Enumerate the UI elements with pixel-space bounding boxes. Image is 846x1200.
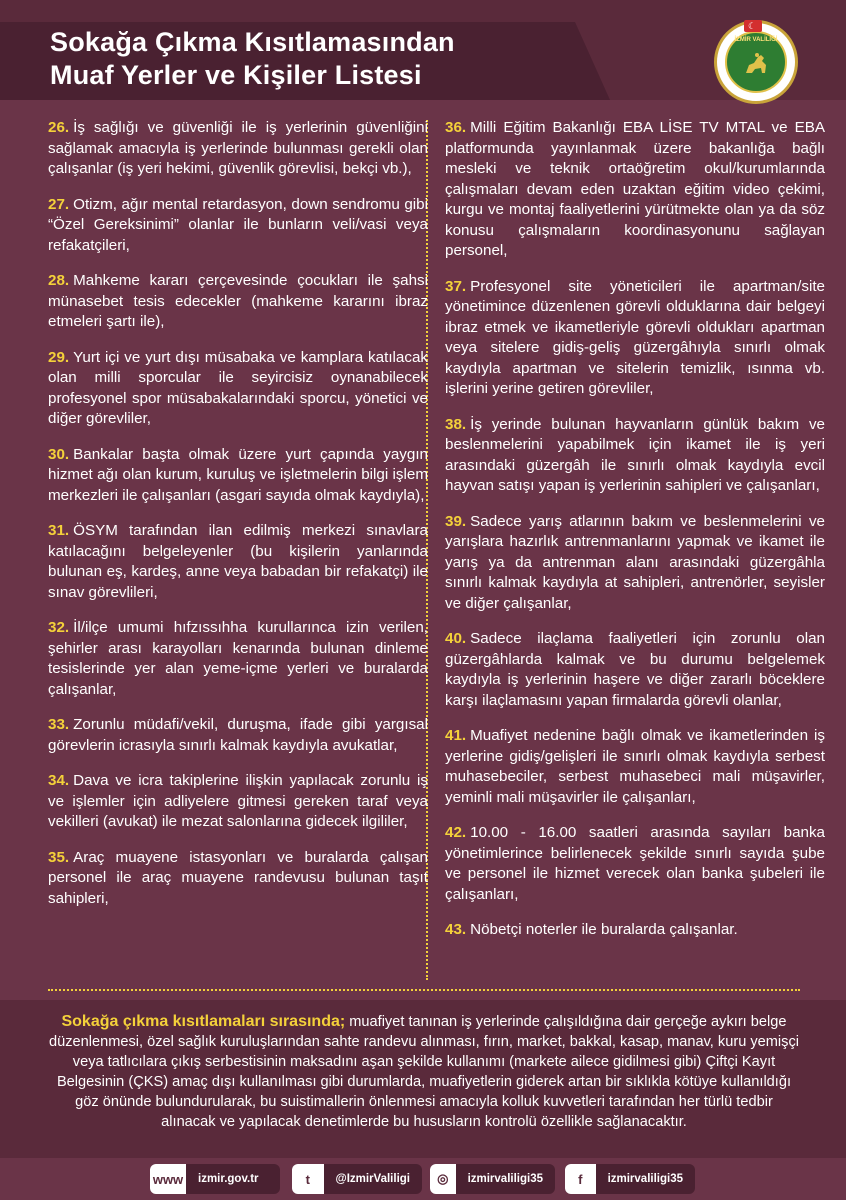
- horse-rider-icon: [740, 51, 772, 79]
- instagram-icon: ◎: [430, 1164, 456, 1194]
- list-item: 42. 10.00 - 16.00 saatleri arasında sayıları banka yönetimlerince belirlenecek şekilde sınırlı sayıda şube ve personel ile hizmet verecek olan banka şubeleri ile çalışanları,: [445, 824, 825, 903]
- list-item: 32. İl/ilçe umumi hıfzıssıhha kurullarınca izin verilen, şehirler arası karayolları kenarında bulunan dinleme tesislerinde yer alan yeme-içme yerleri ve buralarda çalışanlar,: [48, 619, 428, 698]
- list-item: 41. Muafiyet nedenine bağlı olmak ve ikametlerinden iş yerlerine gidiş/gelişleri ile sınırlı olmak kaydıyla serbest muhasebeciler, serbest muhasebeci mali müşavirler, yeminli mali müşavirler ile çalışanları,: [445, 727, 825, 806]
- list-item: 27. Otizm, ağır mental retardasyon, down sendromu gibi “Özel Gereksinimi” olanlar ile bunların veli/vasi veya refakatçileri,: [48, 195, 428, 254]
- left-column: [48, 118, 428, 924]
- footer-note: [48, 1012, 800, 1132]
- list-item: 37. Profesyonel site yöneticileri ile apartman/site yönetimince düzenlenen görevli olduklarına dair belgeyi ibraz etmek ve ikametleriyle görevli oldukları apartman veya sitelere gidiş-geliş güzergâhıyla sınırlı olmak kaydıyla apartman ve sitelerin temizlik, ısınma vb. işlerini yerine getiren görevliler,: [445, 277, 825, 397]
- website-link[interactable]: [150, 1164, 280, 1194]
- list-item: 26. İş sağlığı ve güvenliği ile iş yerlerinin güvenliğini sağlamak amacıyla iş yerlerinde bulunması gerekli olan çalışanlar (iş yeri hekimi, güvenlik görevlisi, bekçi vb.),: [48, 119, 428, 177]
- list-item: 29. Yurt içi ve yurt dışı müsabaka ve kamplara katılacak olan milli sporcular ile seyircisiz oynanabilecek profesyonel spor müsabakalarındaki sporcu, yönetici ve diğer görevliler,: [48, 348, 428, 427]
- list-item: 36. Milli Eğitim Bakanlığı EBA LİSE TV MTAL ve EBA platformunda yayınlanmak üzere bakanlığa bağlı mesleki ve teknik ortaöğretim okul/kurumlarında çalışmaları devam eden uzaktan eğitim video çekimi, kurgu ve montaj faaliyetlerini yürütmekte olan ya da söz konusu çalışmaların koordinasyonunu sağlayan personel,: [445, 119, 825, 259]
- twitter-icon: t: [292, 1164, 324, 1194]
- right-column: [445, 118, 825, 956]
- instagram-label: izmirvaliligi35: [467, 1173, 543, 1185]
- twitter-link[interactable]: [292, 1164, 422, 1194]
- instagram-link[interactable]: [430, 1164, 555, 1194]
- title-line-2: Muaf Yerler ve Kişiler Listesi: [50, 60, 422, 90]
- list-item: 34. Dava ve icra takiplerine ilişkin yapılacak zorunlu iş ve işlemler için adliyelere gitmesi gereken taraf veya vekilleri (avukat) ile mezat salonlarına gidecek ilgililer,: [48, 772, 428, 830]
- facebook-icon: f: [565, 1164, 596, 1194]
- governorship-logo: [714, 20, 798, 104]
- list-item: 33. Zorunlu müdafi/vekil, duruşma, ifade gibi yargısal görevlerin icrasıyla sınırlı kalmak kaydıyla avukatlar,: [48, 716, 428, 754]
- facebook-link[interactable]: [565, 1164, 695, 1194]
- list-item: 30. Bankalar başta olmak üzere yurt çapında yaygın hizmet ağı olan kurum, kuruluş ve işletmelerin bilgi işlem merkezleri ile çalışanları (asgari sayıda olmak kaydıyla),: [48, 445, 428, 504]
- page-title: [50, 26, 590, 92]
- website-label: izmir.gov.tr: [198, 1173, 259, 1185]
- logo-emblem: [725, 31, 787, 93]
- list-item: 43. Nöbetçi noterler ile buralarda çalışanlar.: [445, 921, 738, 938]
- twitter-label: @IzmirValiligi: [335, 1173, 410, 1185]
- list-item: 31. ÖSYM tarafından ilan edilmiş merkezi sınavlara katılacağını belgeleyenler (bu kişilerin yanlarında bulunan eş, kardeş, anne veya babadan bir refakatçi) ile sınav görevlileri,: [48, 522, 428, 601]
- facebook-label: izmirvaliligi35: [607, 1173, 683, 1185]
- list-item: 35. Araç muayene istasyonları ve buralarda çalışan personel ile araç muayene randevusu bulunan taşıt sahipleri,: [48, 848, 428, 907]
- footer-body: muafiyet tanınan iş yerlerinde çalışıldığına dair gerçeğe aykırı belge düzenlenmesi, özel sağlık kuruluşlarından sahte randevu alınması, fırın, market, bakkal, kasap, manav, kuru yemişçi veya tatlıcılara çıkış serbestisinin maksadını aşan şekilde kullanımı (markete ailece gidilmesi gibi) Çiftçi Kayıt Belgesinin (ÇKS) amaç dışı kullanılması gibi durumlarda, muafiyetlerin giderek artan bir sıklıkla kötüye kullanıldığı göz önünde bulundurularak, bu suistimallerin önlenmesi amacıyla kolluk kuvvetleri tarafından her türlü tedbir alınacak ve yapılacak denetimlerde bu hususların kontrolü özellikle sağlanacaktır.: [48, 1014, 800, 1130]
- list-item: 38. İş yerinde bulunan hayvanların günlük bakım ve beslenmelerini yapabilmek için ikamet ile iş yeri arasındaki güzergâh ile sınırlı olmak kaydıyla evcil hayvan satışı yapan iş yerlerinin sahipleri ve çalışanları,: [445, 415, 825, 494]
- list-item: 28. Mahkeme kararı çerçevesinde çocukları ile şahsi münasebet tesis edecekler (mahkeme kararını ibraz etmeleri şartı ile),: [48, 272, 428, 330]
- footer-lead: Sokağa çıkma kısıtlamaları sırasında;: [61, 1013, 346, 1030]
- flag-icon: ☾: [744, 20, 762, 32]
- web-icon: www: [150, 1164, 186, 1194]
- list-item: 40. Sadece ilaçlama faaliyetleri için zorunlu olan güzergâhlarda kalmak ve bu durumu belgelemek kaydıyla iş yerlerinin haşere ve diğer zararlı böceklere karşı ilaçlamasını yapan firmalarda görevli olanlar,: [445, 630, 825, 709]
- list-item: 39. Sadece yarış atlarının bakım ve beslenmelerini ve yarışlara hazırlık antrenmanlarını yapmak ve ikamet ile yarış ya da antrenman alanı arasındaki güzergâhla sınırlı kalmak kaydıyla at sahipleri, antrenörler, seyisler ve diğer çalışanlar,: [445, 512, 825, 612]
- section-divider: [48, 989, 800, 991]
- logo-text: İZMİR VALİLİĞİ: [734, 37, 778, 43]
- title-line-1: Sokağa Çıkma Kısıtlamasından: [50, 27, 455, 57]
